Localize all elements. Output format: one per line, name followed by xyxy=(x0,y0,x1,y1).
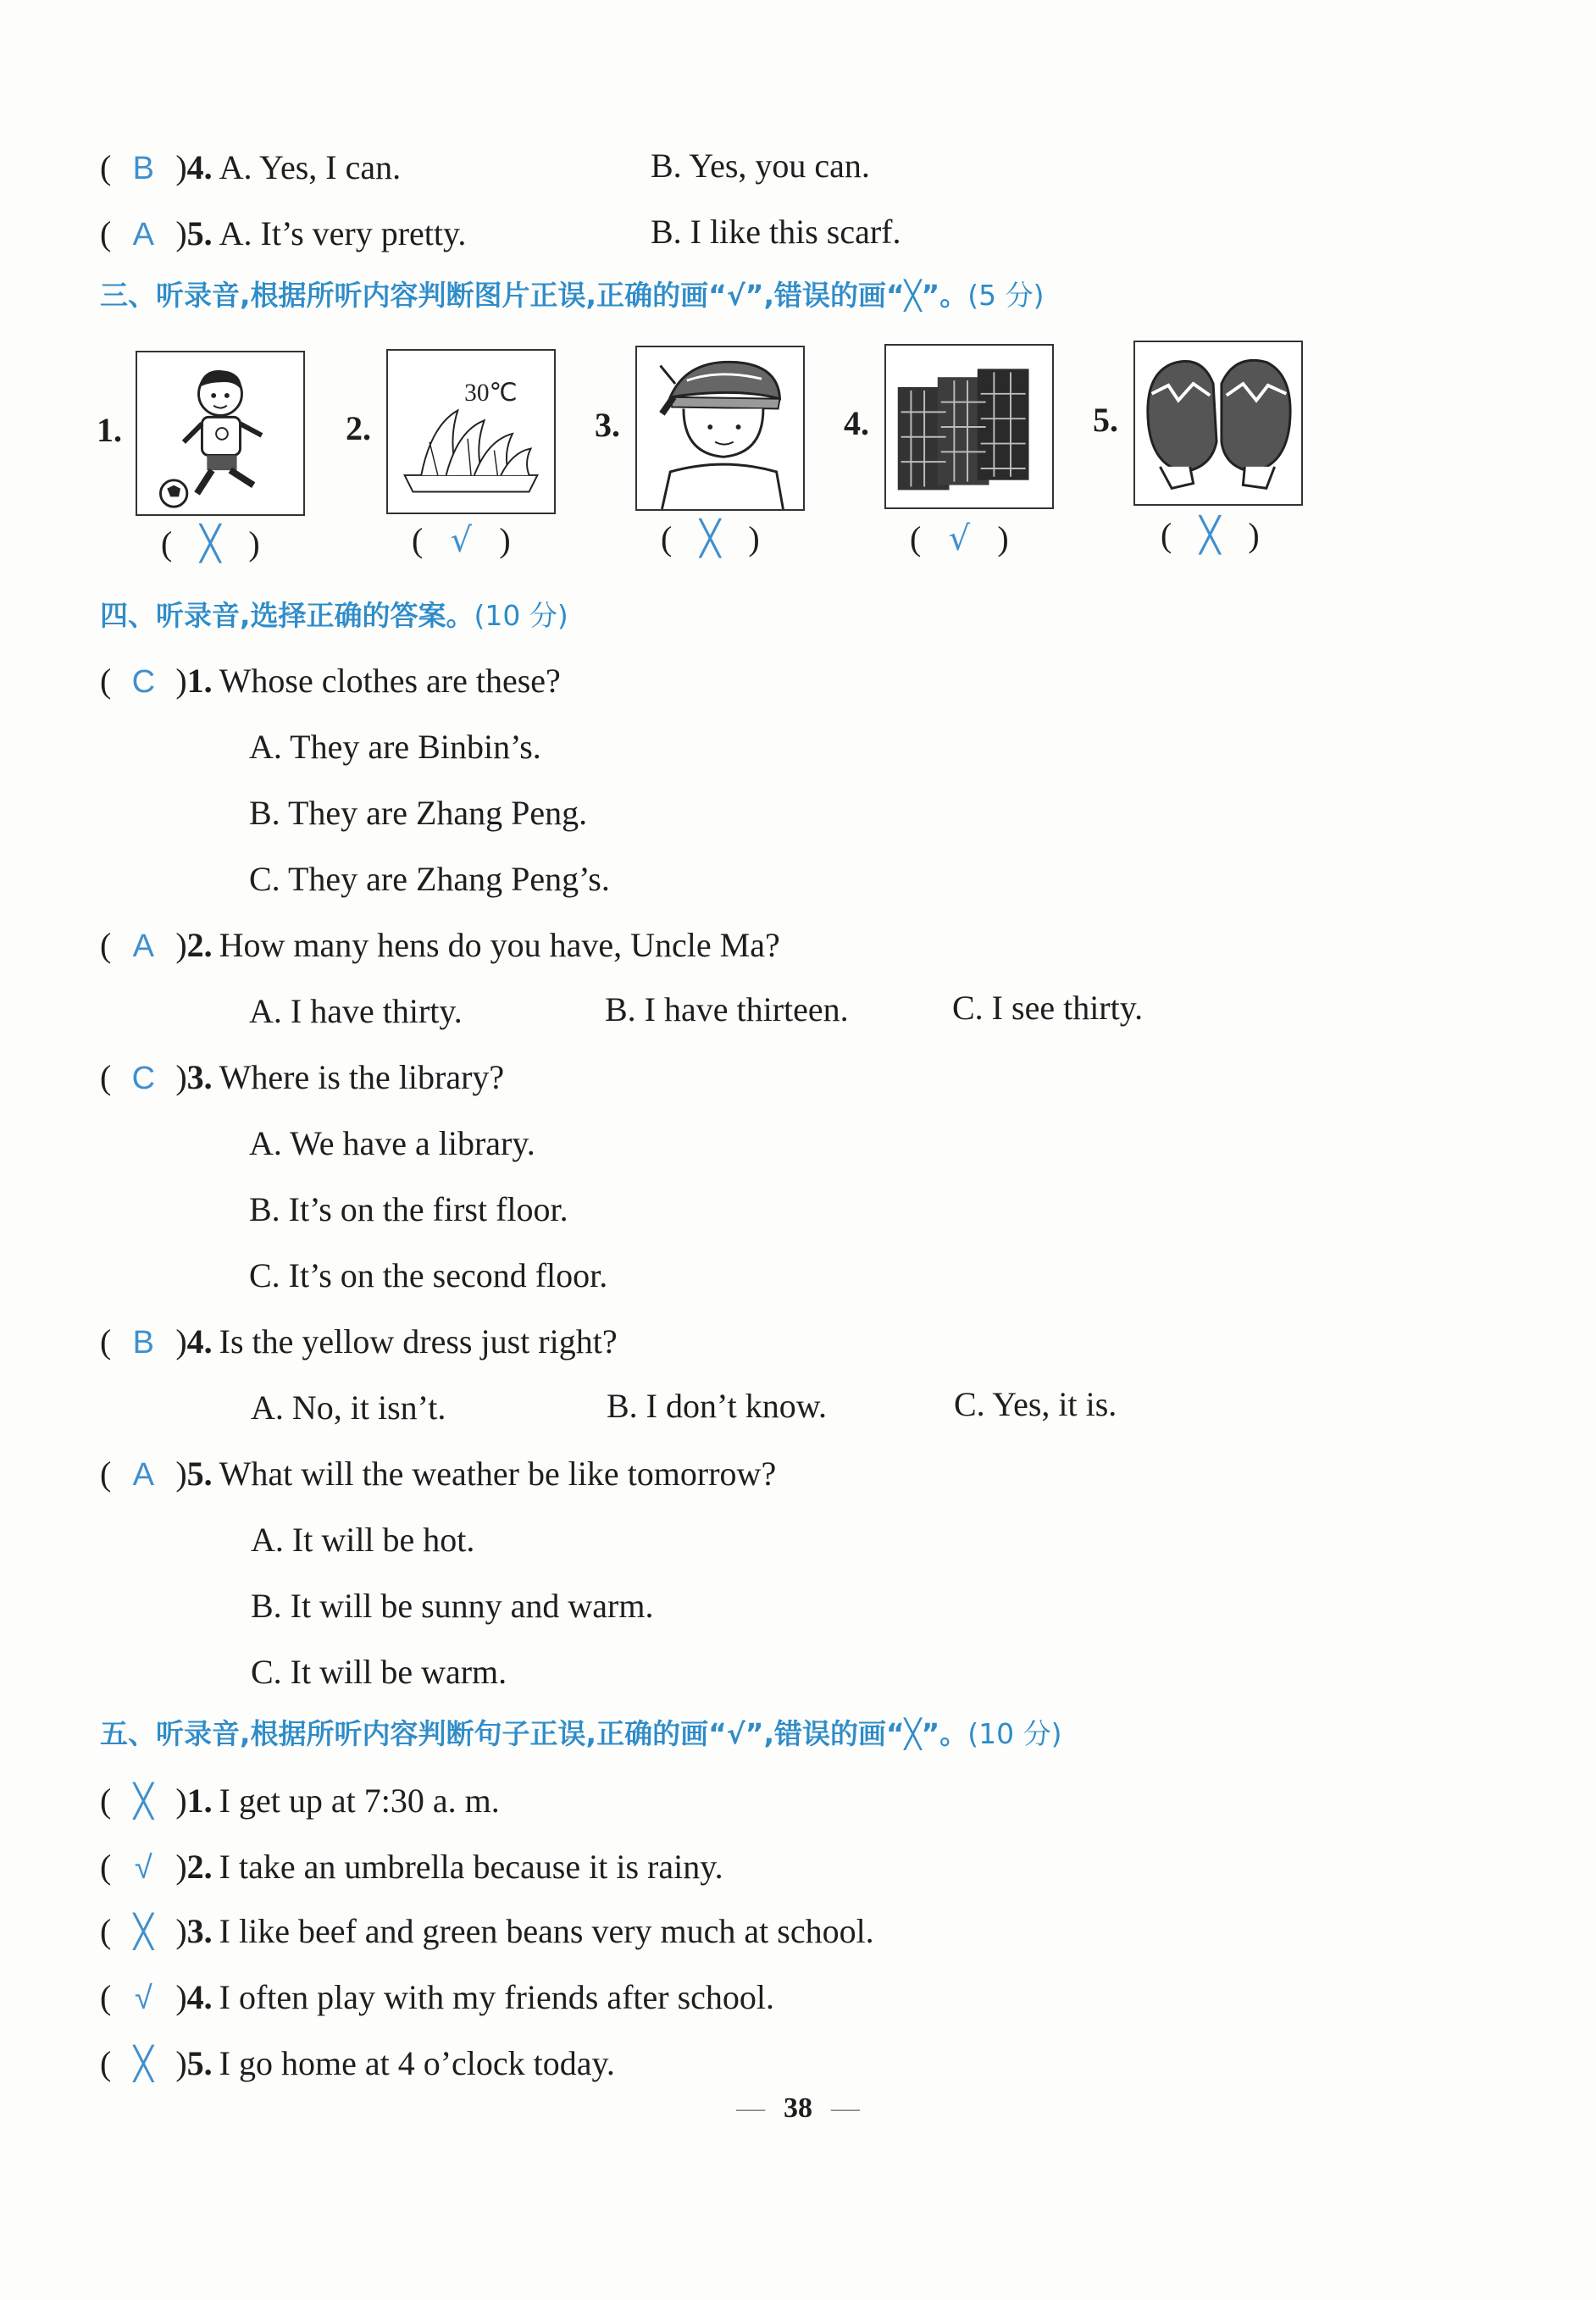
s5-3-row: ( ╳ )3. I like beef and green beans very much at school. xyxy=(100,1909,874,1954)
pic-3-box xyxy=(635,346,805,511)
q2-5-option-b: B. I like this scarf. xyxy=(651,213,901,251)
pic-5-number: 5. xyxy=(1093,401,1118,439)
opera-house-icon xyxy=(388,351,554,513)
q4-3-option-b: B. It’s on the first floor. xyxy=(249,1190,568,1228)
q2-5-row: ( A )5. A. It’s very pretty. xyxy=(100,212,466,257)
s5-1-row: ( ╳ )1. I get up at 7:30 a. m. xyxy=(100,1779,500,1824)
q4-3-option-c: C. It’s on the second floor. xyxy=(249,1256,608,1294)
pic-3-number: 3. xyxy=(595,406,620,444)
q2-4-row: ( B )4. A. Yes, I can. xyxy=(100,146,401,191)
pic-2-number: 2. xyxy=(346,409,371,447)
q4-1-option-b: B. They are Zhang Peng. xyxy=(249,794,588,832)
library-shelves-icon xyxy=(886,346,1052,507)
option-a: A. It’s very pretty. xyxy=(219,214,467,252)
pic-4-box xyxy=(884,344,1054,509)
section-5-heading: 五、听录音,根据所听内容判断句子正误,正确的画“√”,错误的画“╳”。(10 分) xyxy=(100,1717,1062,1750)
s5-2-row: ( √ )2. I take an umbrella because it is rainy. xyxy=(100,1845,723,1890)
judge-blank[interactable]: ╳ xyxy=(133,1784,153,1820)
pic-4-number: 4. xyxy=(844,404,869,442)
q4-3-row: ( C )3. Where is the library? xyxy=(100,1056,504,1100)
answer-blank[interactable]: C xyxy=(131,664,156,700)
q4-3-option-a: A. We have a library. xyxy=(249,1124,535,1162)
option-a: A. Yes, I can. xyxy=(219,148,402,186)
temperature-label: 30℃ xyxy=(464,379,518,407)
q4-2-option-b: B. I have thirteen. xyxy=(605,990,849,1028)
q2-4-option-b: B. Yes, you can. xyxy=(651,147,870,185)
sentence-text: I go home at 4 o’clock today. xyxy=(219,2044,615,2082)
s5-5-row: ( ╳ )5. I go home at 4 o’clock today. xyxy=(100,2042,615,2087)
sentence-text: I like beef and green beans very much at school. xyxy=(219,1912,874,1950)
q4-5-option-b: B. It will be sunny and warm. xyxy=(251,1587,654,1625)
answer-blank[interactable]: A xyxy=(132,928,154,964)
q4-1-option-c: C. They are Zhang Peng’s. xyxy=(249,860,610,898)
q4-4-row: ( B )4. Is the yellow dress just right? xyxy=(100,1320,618,1365)
question-text: Is the yellow dress just right? xyxy=(219,1322,618,1361)
pic-5-answer: ( ╳ ) xyxy=(1161,516,1260,555)
section-4-heading: 四、听录音,选择正确的答案。(10 分) xyxy=(100,599,568,632)
q4-5-option-a: A. It will be hot. xyxy=(251,1521,475,1559)
boy-playing-football-icon xyxy=(137,352,303,514)
answer-blank[interactable]: A xyxy=(132,217,154,252)
s5-4-row: ( √ )4. I often play with my friends after school. xyxy=(100,1976,774,2020)
pic-5-box xyxy=(1133,341,1303,506)
q4-4-option-c: C. Yes, it is. xyxy=(954,1385,1117,1423)
question-text: Whose clothes are these? xyxy=(219,662,561,700)
q4-5-row: ( A )5. What will the weather be like tomorrow? xyxy=(100,1452,776,1497)
answer-blank[interactable]: A xyxy=(132,1457,154,1493)
judge-blank[interactable]: √ xyxy=(134,1981,152,2016)
pic-4-answer: ( √ ) xyxy=(910,519,1009,558)
q4-1-option-a: A. They are Binbin’s. xyxy=(249,728,541,766)
pic-2-box xyxy=(386,349,556,514)
question-text: Where is the library? xyxy=(219,1058,505,1096)
section-3-heading: 三、听录音,根据所听内容判断图片正误,正确的画“√”,错误的画“╳”。(5 分) xyxy=(100,279,1045,312)
answer-blank[interactable]: C xyxy=(131,1061,156,1096)
pic-1-answer: ( ╳ ) xyxy=(161,524,260,563)
mittens-icon xyxy=(1135,342,1301,504)
pic-1-box xyxy=(136,351,305,516)
q4-2-option-c: C. I see thirty. xyxy=(952,989,1144,1027)
answer-blank[interactable]: B xyxy=(132,151,154,186)
question-text: What will the weather be like tomorrow? xyxy=(219,1455,777,1493)
q4-5-option-c: C. It will be warm. xyxy=(251,1653,507,1691)
answer-blank[interactable]: B xyxy=(132,1325,154,1361)
judge-blank[interactable]: ╳ xyxy=(133,1915,153,1950)
boy-with-hat-icon xyxy=(637,347,803,509)
sentence-text: I get up at 7:30 a. m. xyxy=(219,1782,500,1820)
pic-2-answer: ( √ ) xyxy=(412,521,511,560)
pic-1-number: 1. xyxy=(97,411,122,449)
q4-1-row: ( C )1. Whose clothes are these? xyxy=(100,659,561,704)
sentence-text: I take an umbrella because it is rainy. xyxy=(219,1848,723,1886)
sentence-text: I often play with my friends after school. xyxy=(219,1978,775,2016)
page-number: — 38 — xyxy=(736,2092,860,2124)
q4-2-option-a: A. I have thirty. xyxy=(249,992,463,1030)
pic-3-answer: ( ╳ ) xyxy=(661,519,760,558)
judge-blank[interactable]: ╳ xyxy=(133,2047,153,2082)
judge-blank[interactable]: √ xyxy=(134,1850,152,1886)
q4-4-option-a: A. No, it isn’t. xyxy=(251,1388,446,1427)
q4-2-row: ( A )2. How many hens do you have, Uncle Ma? xyxy=(100,923,780,968)
q4-4-option-b: B. I don’t know. xyxy=(607,1387,827,1425)
question-text: How many hens do you have, Uncle Ma? xyxy=(219,926,780,964)
